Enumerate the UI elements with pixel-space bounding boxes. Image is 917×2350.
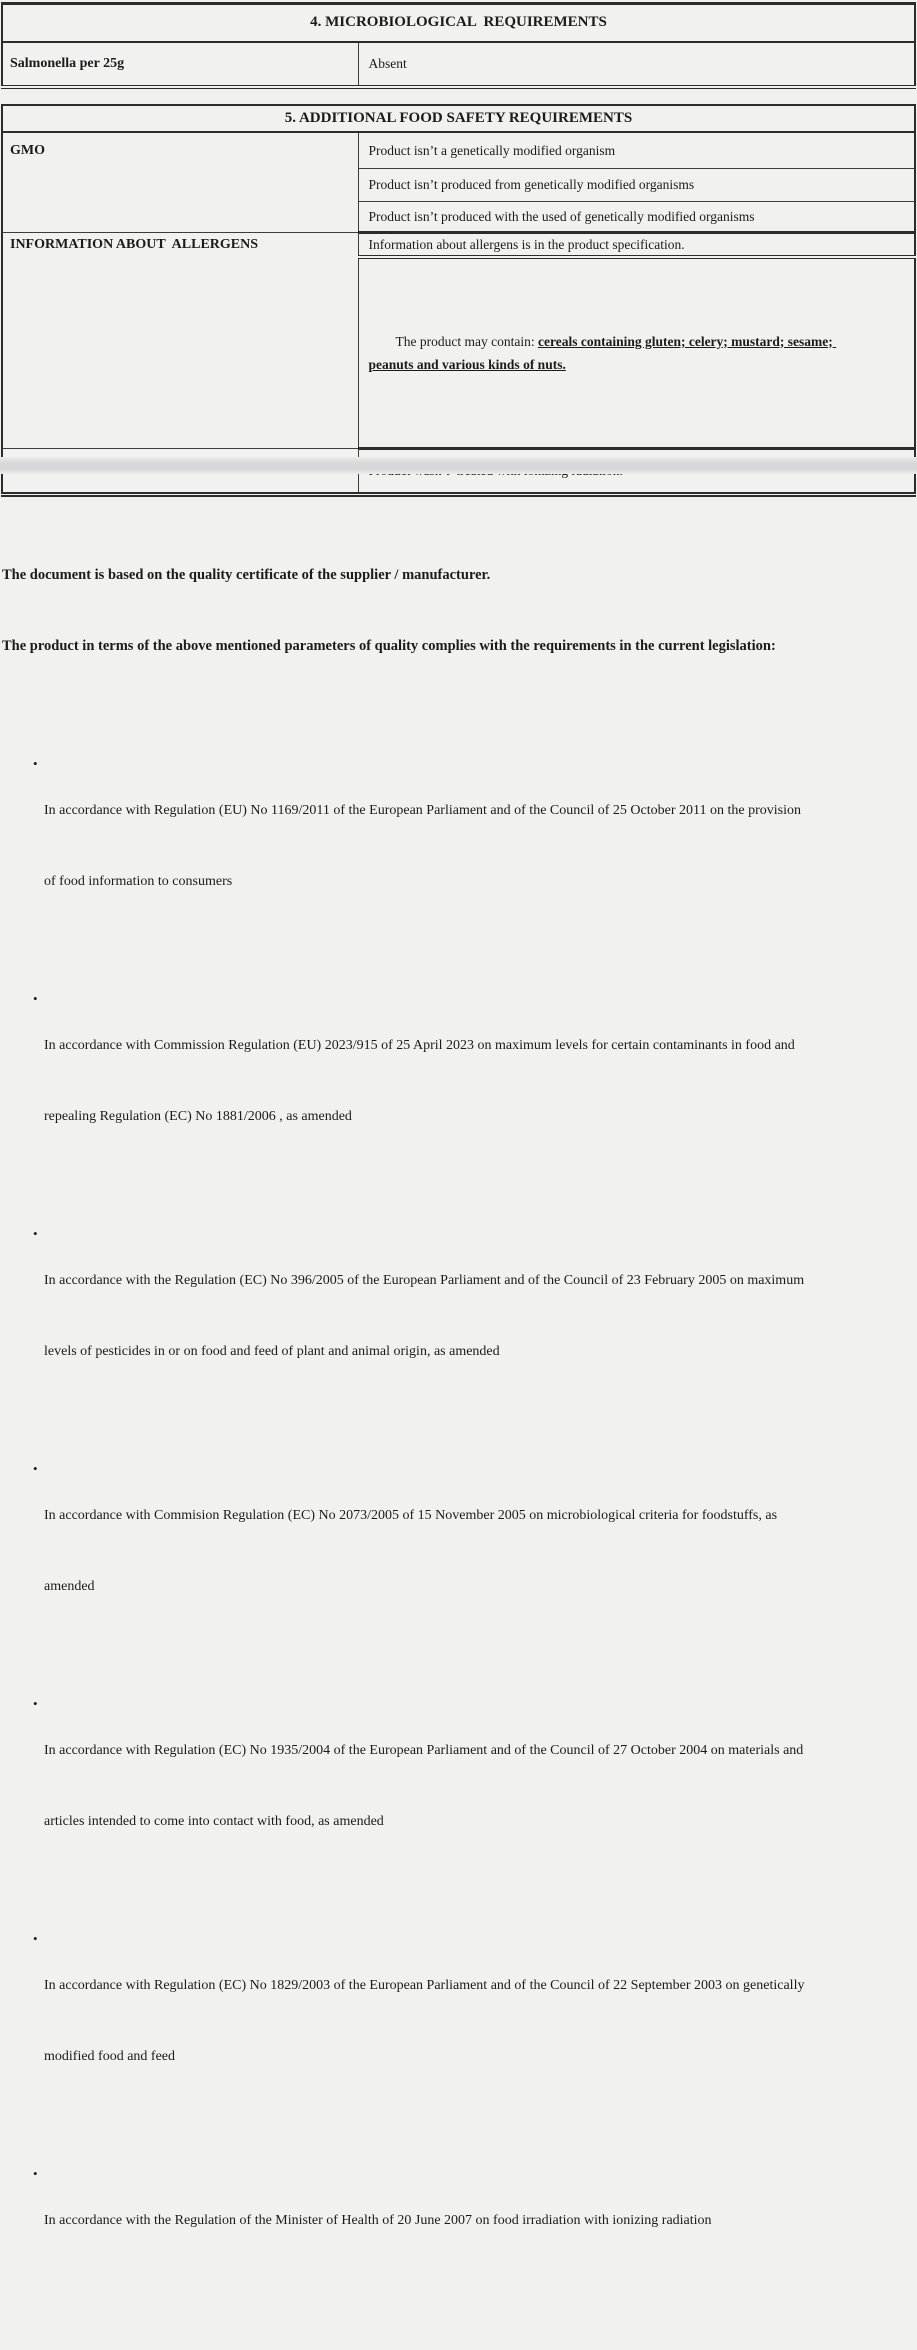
gmo-value-1: Product isn’t a genetically modified organism: [358, 132, 915, 168]
legal-bullet: [2, 2162, 892, 2280]
section5-title: 5. ADDITIONAL FOOD SAFETY REQUIREMENTS: [2, 105, 915, 132]
legal-bullet: [2, 1457, 892, 1645]
legal-bullet-line: levels of pesticides in or on food and feed of plant and animal origin, as amended: [44, 1343, 500, 1359]
food-safety-requirements-table: [1, 104, 916, 497]
legal-bullet-line: • In accordance with Commission Regulation (EU) 2023/915 of 25 April 2023 on maximum levels for certain contaminants in food and: [44, 1038, 795, 1053]
legal-bullet: [2, 1222, 892, 1410]
legal-bullet-line: • In accordance with the Regulation of the Minister of Health of 20 June 2007 on food irradiation with ionizing radiation: [44, 2213, 712, 2228]
salmonella-label: Salmonella per 25g: [2, 42, 358, 87]
section4-title: 4. MICROBIOLOGICAL REQUIREMENTS: [2, 4, 915, 42]
legal-bullet-line: amended: [44, 1578, 95, 1594]
legal-bullet-line: of food information to consumers: [44, 873, 233, 889]
legal-bullet-line: articles intended to come into contact with food, as amended: [44, 1813, 384, 1829]
legal-bullet-line: repealing Regulation (EC) No 1881/2006 , as amended: [44, 1108, 352, 1124]
legal-bullet-line: modified food and feed: [44, 2048, 176, 2064]
legal-bullet-line: • In accordance with Regulation (EC) No 1829/2003 of the European Parliament and of the Council of 22 September 2003 on genetically: [44, 1978, 805, 1993]
legal-bullet: [2, 987, 892, 1175]
legal-bullet: [2, 752, 892, 940]
allergens-value-1: Information about allergens is in the product specification.: [358, 232, 915, 257]
table-row: [2, 232, 915, 257]
microbiological-requirements-table: [1, 2, 916, 89]
allergens-value-2: [358, 257, 915, 449]
legal-bullet-line: • In accordance with the Regulation (EC) No 396/2005 of the European Parliament and of the Council of 23 February 2005 on maximum: [44, 1273, 805, 1288]
table-row: [2, 132, 915, 168]
allergens-label: INFORMATION ABOUT ALLERGENS: [2, 232, 358, 448]
legal-intro-line-2: The product in terms of the above mentioned parameters of quality complies with the requirements in the current legislation:: [2, 637, 776, 654]
page-separator-bar: [0, 457, 917, 474]
gmo-value-2: Product isn’t produced from genetically modified organisms: [358, 168, 915, 201]
legal-bullet-line: • In accordance with Commision Regulation (EC) No 2073/2005 of 15 November 2005 on microbiological criteria for foodstuffs, as: [44, 1508, 778, 1523]
legal-bullet-line: • In accordance with Regulation (EU) No 1169/2011 of the European Parliament and of the Council of 25 October 2011 on the provision: [44, 803, 801, 818]
legal-intro-line-1: The document is based on the quality certificate of the supplier / manufacturer.: [2, 567, 491, 583]
gmo-label: GMO: [2, 132, 358, 232]
gmo-value-3: Product isn’t produced with the used of genetically modified organisms: [358, 201, 915, 232]
legal-text-block: [2, 517, 892, 2350]
legal-bullet-list: [2, 705, 892, 2327]
allergens-list-highlight: cereals containing gluten; celery; mustard; sesame; peanuts and various kinds of nuts.: [368, 333, 837, 372]
legal-bullet-line: • In accordance with Regulation (EC) No 1935/2004 of the European Parliament and of the Council of 27 October 2004 on materials and: [44, 1743, 804, 1758]
legal-bullet: [2, 1692, 892, 1880]
allergens-may-contain-prefix: The product may contain:: [395, 333, 538, 349]
salmonella-value: Absent: [358, 42, 915, 87]
legal-bullet: [2, 1927, 892, 2115]
table-row: [2, 42, 915, 87]
